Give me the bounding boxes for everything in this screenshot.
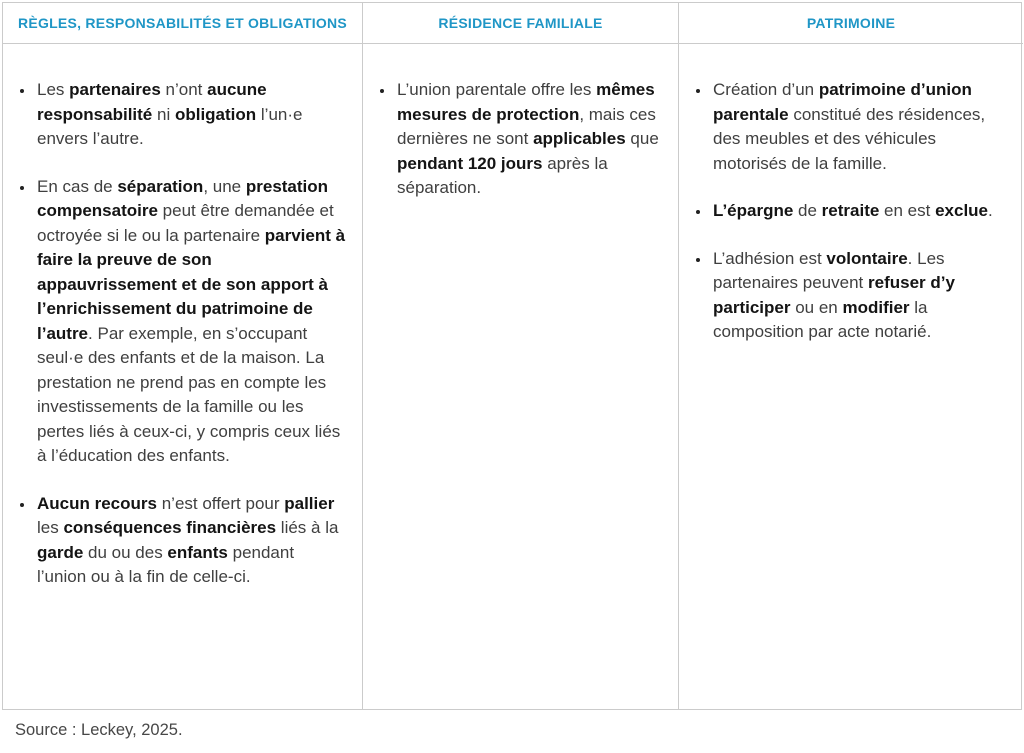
source-note: Source : Leckey, 2025. — [15, 721, 183, 739]
bullet-item: • L’épargne de retraite en est exclue. — [711, 199, 1007, 224]
column-header-regles-responsabilites-obligations: RÈGLES, RESPONSABILITÉS ET OBLIGATIONS — [3, 3, 363, 44]
bullet-item: • Aucun recours n’est offert pour pallier les conséquences financières liés à la garde du ou des enfants pendant l’union ou à la fin de celle-ci. — [35, 492, 346, 590]
bullet-list-regles — [3, 44, 362, 590]
bullet-item: • Les partenaires n’ont aucune responsabilité ni obligation l’un·e envers l’autre. — [35, 78, 346, 152]
column-header-residence-familiale: RÉSIDENCE FAMILIALE — [363, 3, 679, 44]
bullet-list-patrimoine — [679, 44, 1023, 345]
bullet-list-residence — [363, 44, 678, 201]
column-header-patrimoine: PATRIMOINE — [679, 3, 1023, 44]
bullet-item: • En cas de séparation, une prestation compensatoire peut être demandée et octroyée si le ou la partenaire parvient à faire la preuve de son appauvrissement et de son apport à l’enrichissement du patrimoine de l’autre. Par exemple, en s’occupant seul·e des enfants et de la maison. La prestation ne prend pas en compte les investissements de la famille ou les pertes liés à ceux-ci, y compris ceux liés à l’éducation des enfants. — [35, 175, 346, 469]
column-cell-patrimoine — [679, 44, 1023, 709]
column-cell-residence — [363, 44, 679, 709]
comparison-table — [2, 2, 1022, 710]
column-cell-regles — [3, 44, 363, 709]
bullet-item: • L’union parentale offre les mêmes mesures de protection, mais ces dernières ne sont applicables que pendant 120 jours après la séparation. — [395, 78, 662, 201]
bullet-item: • L’adhésion est volontaire. Les partenaires peuvent refuser d’y participer ou en modifier la composition par acte notarié. — [711, 247, 1007, 345]
bullet-item: • Création d’un patrimoine d’union parentale constitué des résidences, des meubles et des véhicules motorisés de la famille. — [711, 78, 1007, 176]
